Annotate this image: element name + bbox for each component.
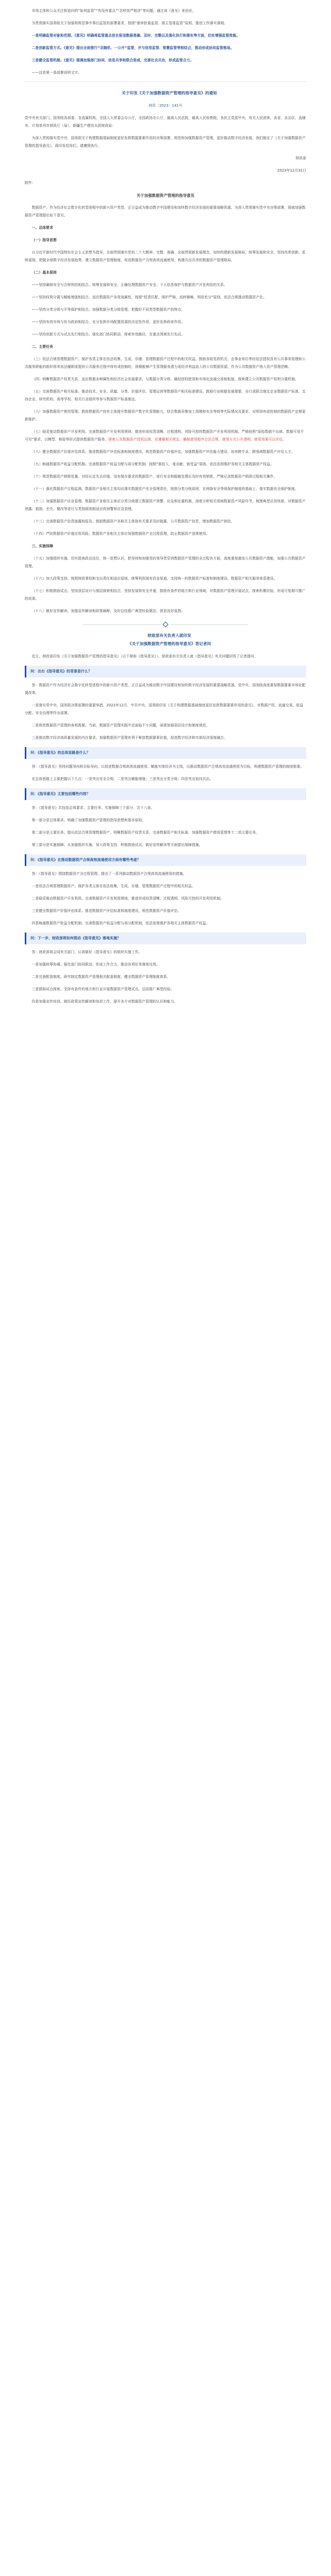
qa-answer: 四是加强宣传培训。做好政策宣传解读和培训工作，提升各方对数据资产管理的认识和能力。 [31,999,178,1004]
diamond-icon [162,621,168,627]
opinion-paragraph: （十八）做好宣传解读。加强宣传解读和政策阐释，及时总结推广典型经验做法，营造良好氛围。 [31,609,185,613]
section-heading: 一、总体要求 [31,226,53,230]
qa-answer: 一是依法合规管理数据资产。保护各类主体在依法收集、生成、存储、管理数据资产过程中的相关权益。 [31,884,195,888]
opinion-paragraph: （十六）加大政策支持。按照财政事权和支出责任相适应原则，统筹利用现有资金渠道，支持统一的数据资产标准和制度建设、数据资产相关服务体系建设。 [31,577,277,581]
opinion-paragraph: （六）加强数据资产使用管理。鼓励数据资产持有主体提升数据资产数字化管理能力，结合数据采集加工周期和安全等级等实际情况及要求，对所持有或控制的数据资产定期更新维护。 [25,410,306,421]
notice-recipients: 党中央有关部门，国务院各部委、各直属机构，全国人大常委会办公厅，全国政协办公厅，最高人民法院，最高人民检察院，各民主党派中央，有关人民团体，各省、自治区、直辖市、计划单列市财政厅（局），新疆生产建设兵团财政局： [25,116,306,128]
intro-highlight: 三是健全监管机制。《意见》强调加强部门协同、信息共享和联合惩戒，完善社会共治，形成监管合力。 [31,58,194,62]
qa-answer: 二是完善配套制度。研究制定数据资产管理相关配套制度，健全数据资产管理制度体系。 [31,975,171,979]
opinion-paragraph: （五）完善数据资产相关标准。推动技术、安全、质量、分类、价值评估、管理运营等数据资产相关标准建设。鼓励行业根据发展需要，自行或联合制定企业数据资产标准。支持企业、研究机构、高等学校、相关行业组织等参与数据资产标准制定。 [25,389,306,401]
qa-answer: 三是健全数据资产价值评估体系。推进数据资产评估标准和制度建设，规范数据资产价值评估。 [31,909,181,913]
qa-answer: 第一部分是总体要求。明确了加强数据资产管理的指导思想和基本原则。 [31,818,146,822]
opinion-paragraph: ——坚持创新方式与试点先行相结合。强化部门协同联动，探索有效路径，在重点领域先行先试。 [31,332,185,336]
opinion-paragraph: ——坚持有效市场与有为政府相结合。充分发挥市场配置资源的决定性作用，更好发挥政府作用。 [31,320,185,324]
intro-paragraph [25,44,306,52]
opinion-paragraph: （十三）完善数据资产信息披露和报告。鼓励数据资产各相关主体按有关要求及时披露、公开数据资产信息，增加数据资产供给。 [31,519,235,523]
qa-answer: 二是稳妥推动数据资产开发利用。完善数据资产开发利用规则，推进形成权责清晰、过程透明、风险可控的开发利用机制。 [31,896,224,901]
opinion-text: （七）稳妥推动数据资产开发利用。完善数据资产开发利用规则，推进形成权责清晰、过程透明、风险可控的数据资产开发利用机制。严格按照“原始数据不出域、数据可用不可见”要求，以模型、核验等形式提供数据资产服务。 [25,430,304,442]
opinion-highlight-red: 探索公共数据资产授权运营，应遵循相关规定，确保使用程序合法合规、使用方式公开透明、使用效果可以评估。 [108,437,287,442]
qa-answer: 答：《指导意见》共包括总体要求、主要任务、实施保障三个部分，共十八条。 [31,806,155,810]
opinion-paragraph: （三）依法合规管理数据资产。保护各类主体在依法收集、生成、存储、管理数据资产过程中的相关权益。鼓励各级党政机关、企事业单位等经依法授权具有公共事务管理和公共服务职能的组织将其依法履职或提供公共服务过程中持有或控制的，预期能够产生管理服务潜力或经济利益流入的公共数据资源，作为公共数据资产纳入资产管理范畴。 [25,357,306,369]
qa-heading-line1: 财政部有关负责人就印发 [147,633,191,638]
divider [25,81,306,82]
opinion-paragraph: ——坚持权利分置与赋能增值相结合。适应数据资产多用途属性，按照“权责匹配、保护严格、流转顺畅、利用充分”原则，依法合规推动数据资产化。 [31,295,267,299]
subsection-heading: （二）基本原则 [31,270,57,275]
opinion-paragraph: （九）畅通数据资产收益分配机制。完善数据资产收益分配与再分配机制。按照“谁投入、谁贡献、谁受益”原则，依法依规维护各相关主体数据资产权益。 [31,462,274,466]
qa-question: 问：《指导意见》在推动数据资产合规高效流通使用方面有哪些考虑？ [25,854,306,866]
qa-question: 问：下一步，财政部将如何推动《指导意见》落地实施？ [25,933,306,944]
opinion-paragraph: （十七）积极鼓励试点。坚持顶层设计与基层探索相结合，坚持发展和安全并重，鼓励有条件的地方和行业领域，对数据资产管理开展试点，探索积累经验，形成可复制可推广的成果。 [25,589,306,601]
intro-paragraph: 市场主体和公众关注和追问的“如何监管”“有没有重点”“怎样宽严相济”等问题，通过该《意见》来回应。 [31,9,196,13]
opinion-paragraph: （十一）强化数据资产过程监测。数据资产各相关主体均应落实数据资产安全管理责任，按照分类分级原则，在网络安全等级保护制度的基础上，落实数据安全保护制度。 [31,487,299,491]
qa-answer: 第三部分是实施保障。从加强组织实施、加大政策支持、积极鼓励试点、做好宣传解读等方面提出保障措施。 [31,843,203,847]
opinion-lead: 数据资产，作为经济社会数字化转型进程中的新兴资产类型，正日益成为推动数字中国建设和加快数字经济发展的重要战略资源。为深入贯彻落实党中央决策部署，现就加强数据资产管理提出如下意见。 [25,206,306,217]
opinion-paragraph: （十五）加强组织实施。切实提高政治站位，统一思想认识，把坚持和加强党的领导贯穿到数据资产管理的全过程各方面，高度重视激发公共数据资产潜能，加强公共数据资产管理。 [25,556,306,568]
qa-answer: 二是规范数据资产管理的客观需要。当前，数据资产管理实践中还面临不少问题，亟需加强顶层设计和制度规范。 [31,723,210,727]
section-heading: 三、实施保障 [31,544,53,548]
qa-answer: 答：《指导意见》坚持问题导向和目标导向，以促进数据合规高效流通使用、赋能实体经济为主线，以推动数据资产合规高效流通使用为目标，构建数据资产管理的制度框架。 [31,765,304,769]
intro-highlight: 二是创新监管方式。《意见》提出全面推行“双随机、一公开”监管，并与信用监管、智慧监管等相结合，推动形成协同监管格局。 [31,46,234,50]
qa-answer: 答：财政部将会同有关部门，认真做好《指导意见》的组织实施工作。 [31,950,142,954]
opinion-paragraph: （四）明晰数据资产权责关系。适应数据多种属性和经济社会发展要求，与数据分类分级、确权授权使用和市场化流通交易相衔接，探索建立公共数据资产权利分置机制。 [31,377,299,381]
intro-highlight: 一是明确监管对象和范围。《意见》明确将监管重点放在报送数据准确、及时、完整以及强化执行和落实等方面，切实增强监管效能。 [31,33,240,38]
section-heading: 二、主要任务 [31,345,53,349]
qa-question: 问：《指导意见》的总体思路是什么？ [25,747,306,759]
opinion-paragraph [25,428,306,444]
qa-question: 问：出台《指导意见》的背景是什么？ [25,666,306,677]
notice-sign-date: 2023年12月31日 [277,168,306,173]
qa-answer: 一是加强统筹协调。强化部门协同联动，形成工作合力，推动各项任务落地见效。 [31,962,160,967]
subsection-heading: （一）指导思想 [31,238,57,242]
qa-answer: 三是推动数字经济高质量发展的内在要求。加强数据资产管理有利于释放数据要素价值，促进数字经济和实体经济深度融合。 [31,736,227,740]
qa-answer: 四是畅通数据资产收益分配机制。完善数据资产收益分配与再分配机制，依法依规维护各相关主体数据资产权益。 [31,921,210,925]
opinion-paragraph: ——坚持分类分级与平等保护相结合。加强数据分类分级管理，把握好不同类型数据资产的特点。 [31,308,185,312]
qa-question: 问：《指导意见》主要包括哪些内容？ [25,788,306,800]
notice-body: 为深入贯彻落实党中央、国务院关于构建数据基础制度更好发挥数据要素作用的决策部署，规范和加强数据资产管理，更好推动数字经济发展，我们制定了《关于加强数据资产管理的指导意见》，现印发给你们，请遵照执行。 [25,136,306,148]
notice-attachment: 附件： [25,181,36,185]
intro-paragraph [25,57,306,64]
notice-number: 财资〔2023〕141号 [148,104,183,108]
opinion-paragraph: ——坚持确保安全与合规利用相结合。统筹发展和安全，正确处理数据资产安全、个人信息保护与数据资产开发利用的关系。 [31,283,227,287]
opinion-paragraph: （十四）严防数据资产价值应用风险。数据资产各相关主体应加强数据资产全过程管理，防止数据资产违规使用。 [31,532,210,536]
notice-sign-org: 财政部 [295,156,306,160]
intro-paragraph: ——这是第一条部署说明文字。 [31,71,82,75]
qa-answer: 答：数据资产作为经济社会数字化转型进程中的新兴资产类型，正日益成为推动数字中国建设和加快数字经济发展的重要战略资源。党中央、国务院高度重视数据要素市场化配置改革。 [25,683,306,695]
intro-paragraph [25,32,306,40]
qa-answer: 答：《指导意见》围绕数据资产全过程管理，提出了一系列推动数据资产合规高效流通使用的措施。 [31,872,187,876]
section-ornament [25,622,306,626]
opinion-title: 关于加强数据资产管理的指导意见 [136,193,195,198]
intro-paragraph: 为贯彻落实国务院关于加强和规范事中事后监管的部署要求，按照“谁审批谁监管、谁主管谁监管”原则，推进工作落实落细。 [31,21,228,25]
qa-answer: 三是鼓励试点探索。支持有条件的地方和行业开展数据资产管理试点，总结推广典型经验。 [31,987,174,991]
qa-answer: 在总体思路上主要把握以下几点：一是突出安全合规；二是突出赋能增值；三是突出分类分级；四是突出协同共治。 [31,777,213,781]
opinion-paragraph: 以习近平新时代中国特色社会主义思想为指导，全面贯彻落实党的二十大精神，完整、准确、全面贯彻新发展理念，加快构建新发展格局，统筹发展和安全，坚持改革创新、系统谋划，把握全球数字经济发展趋势，建立数据资产管理制度，促进数据资产合规高效流通使用，构建共治共享的数据资产管理格局。 [25,250,306,262]
qa-answer: 第二部分是主要任务。提出依法合规管理数据资产、明晰数据资产权责关系、完善数据资产相关标准、加强数据资产使用管理等十二项主要任务。 [31,831,259,835]
qa-heading-line2: 《关于加强数据资产管理的指导意见》答记者问 [127,641,211,646]
qa-answer: 一是落实党中央、国务院决策部署的重要举措。2022年12月，中共中央、国务院印发《关于构建数据基础制度更好发挥数据要素作用的意见》，对数据产权、流通交易、收益分配、安全治理等作出部署。 [25,703,304,715]
opinion-paragraph: （八）健全数据资产价值评估体系。推进数据资产评估标准和制度建设，规范数据资产价值评估。加强数据资产评估能力建设，培养跨专业、跨领域数据资产评估人才。 [31,450,295,454]
article-body [25,7,306,1010]
opinion-paragraph: （十）规范数据资产销毁处置。对经认定失去价值、没有保存要求的数据资产，进行安全和脱敏处理后及时有效销毁，严格记录数据资产销毁过程相关操作。 [31,474,277,479]
opinion-paragraph: （十二）加强数据资产应急管理。数据资产各相关主体应分类分级建立数据资产预警、应急和处置机制，深度分析相关领域数据资产风险环节，梳理典型应用场景，对数据资产泄露、损毁、丢失、篡改等进行与类别级别相适应的预警和应急管理。 [25,499,306,511]
notice-title: 关于印发《关于加强数据资产管理的指导意见》的通知 [122,91,217,95]
qa-intro: 近日，财政部印发《关于加强数据资产管理的指导意见》（以下简称《指导意见》）。财政部有关负责人就《指导意见》有关问题回答了记者提问。 [31,654,258,658]
